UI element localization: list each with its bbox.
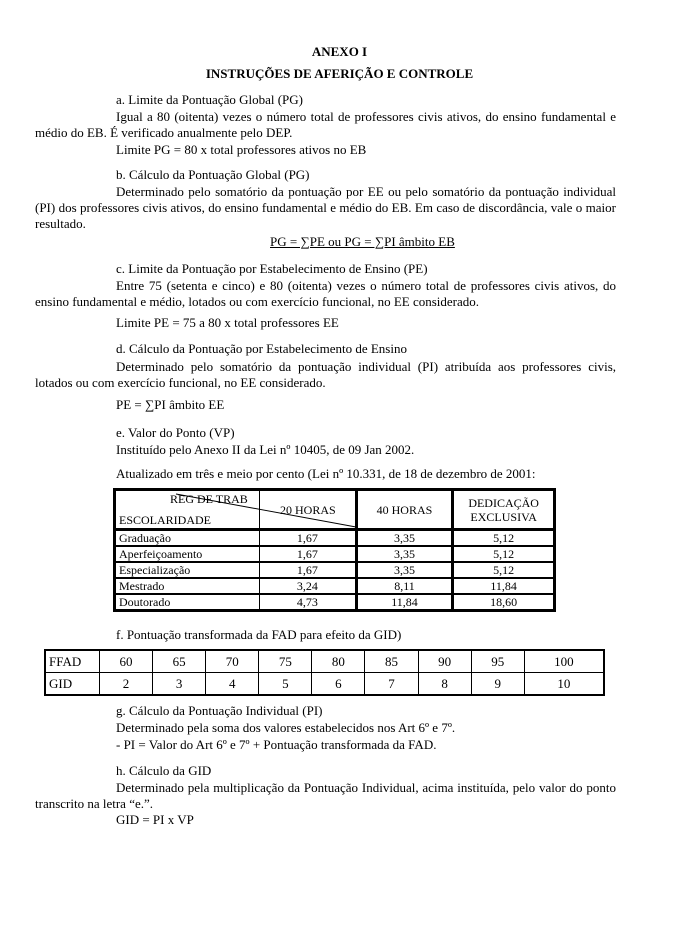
fad-value: 65	[153, 650, 206, 673]
gid-value: 8	[418, 673, 471, 696]
section-d-text: Determinado pelo somatório da pontuação individual (PI) atribuída aos professores civis, lotados ou com exercício funcional, no EE considerado.	[35, 359, 616, 390]
point-value: 11,84	[453, 578, 555, 594]
fad-value: 75	[259, 650, 312, 673]
section-b-formula: PG = ∑PE ou PG = ∑PI âmbito EB	[270, 234, 455, 249]
remuneration-row	[115, 562, 555, 578]
corner-cell	[115, 490, 260, 530]
section-g-text: Determinado pela soma dos valores estabelecidos nos Art 6º e 7º.	[116, 720, 456, 735]
gid-value: 6	[312, 673, 365, 696]
fad-label: FFAD	[45, 650, 100, 673]
gid-value: 10	[524, 673, 604, 696]
gid-value: 2	[100, 673, 153, 696]
point-value: 3,24	[259, 578, 356, 594]
section-f-heading: f. Pontuação transformada da FAD para efeito da GID)	[116, 627, 402, 642]
section-e-update: Atualizado em três e meio por cento (Lei nº 10.331, de 18 de dezembro de 2001:	[116, 466, 536, 481]
annex-label: ANEXO I	[311, 44, 368, 59]
gid-row	[45, 673, 604, 696]
corner-top-label: REG DE TRAB	[170, 492, 248, 506]
section-g-formula: - PI = Valor do Art 6º e 7º + Pontuação transformada da FAD.	[116, 737, 437, 752]
section-c-formula: Limite PE = 75 a 80 x total professores EE	[116, 315, 339, 330]
fad-gid-table	[44, 649, 605, 696]
section-a-heading: a. Limite da Pontuação Global (PG)	[116, 92, 304, 107]
column-dedicacao-exclusiva: DEDICAÇÃO EXCLUSIVA	[453, 490, 555, 530]
point-value: 3,35	[356, 562, 453, 578]
section-h-text: Determinado pela multiplicação da Pontuação Individual, acima instituída, pelo valor do ponto transcrito na letra “e.”.	[35, 780, 616, 811]
fad-value: 70	[206, 650, 259, 673]
point-value: 4,73	[259, 594, 356, 611]
education-level: Doutorado	[115, 594, 260, 611]
education-level: Mestrado	[115, 578, 260, 594]
section-e-text: Instituído pelo Anexo II da Lei nº 10405, de 09 Jan 2002.	[116, 442, 415, 457]
section-c-text: Entre 75 (setenta e cinco) e 80 (oitenta) vezes o número total de professores civis ativos, do ensino fundamental e médio, lotados ou com exercício funcional, no EE considerado.	[35, 278, 616, 309]
section-a-formula: Limite PG = 80 x total professores ativos no EB	[116, 142, 367, 157]
education-level: Especialização	[115, 562, 260, 578]
column-20-horas: 20 HORAS	[259, 490, 356, 530]
point-value: 11,84	[356, 594, 453, 611]
point-value: 1,67	[259, 562, 356, 578]
education-level: Aperfeiçoamento	[115, 546, 260, 562]
point-value: 5,12	[453, 562, 555, 578]
fad-row	[45, 650, 604, 673]
point-value: 1,67	[259, 530, 356, 547]
section-b-text: Determinado pelo somatório da pontuação por EE ou pelo somatório da pontuação individual (PI) dos professores civis ativos, do ensino fundamental e médio do EB. Em caso de discordância, vale o maior resultado.	[35, 184, 616, 231]
section-d-heading: d. Cálculo da Pontuação por Estabelecimento de Ensino	[116, 341, 407, 356]
remuneration-header-row	[115, 490, 555, 530]
remuneration-row	[115, 530, 555, 547]
point-value: 5,12	[453, 530, 555, 547]
remuneration-row	[115, 594, 555, 611]
point-value: 3,35	[356, 530, 453, 547]
gid-value: 9	[471, 673, 524, 696]
document-title: INSTRUÇÕES DE AFERIÇÃO E CONTROLE	[205, 66, 474, 81]
section-c-heading: c. Limite da Pontuação por Estabelecimento de Ensino (PE)	[116, 261, 428, 276]
remuneration-row	[115, 546, 555, 562]
fad-value: 90	[418, 650, 471, 673]
fad-value: 80	[312, 650, 365, 673]
point-value: 5,12	[453, 546, 555, 562]
fad-value: 100	[524, 650, 604, 673]
section-h-formula: GID = PI x VP	[116, 812, 194, 827]
section-h-heading: h. Cálculo da GID	[116, 763, 212, 778]
section-g-heading: g. Cálculo da Pontuação Individual (PI)	[116, 703, 323, 718]
section-e-heading: e. Valor do Ponto (VP)	[116, 425, 235, 440]
remuneration-table	[113, 488, 556, 612]
fad-value: 85	[365, 650, 418, 673]
column-40-horas: 40 HORAS	[356, 490, 453, 530]
fad-value: 60	[100, 650, 153, 673]
point-value: 8,11	[356, 578, 453, 594]
section-a-text: Igual a 80 (oitenta) vezes o número total de professores civis ativos, do ensino fundamental e médio do EB. É verificado anualmente pelo DEP.	[35, 109, 616, 140]
gid-value: 7	[365, 673, 418, 696]
corner-bottom-label: ESCOLARIDADE	[119, 513, 211, 527]
fad-value: 95	[471, 650, 524, 673]
gid-value: 3	[153, 673, 206, 696]
gid-label: GID	[45, 673, 100, 696]
section-d-formula: PE = ∑PI âmbito EE	[116, 397, 225, 412]
point-value: 1,67	[259, 546, 356, 562]
gid-value: 4	[206, 673, 259, 696]
gid-value: 5	[259, 673, 312, 696]
section-b-heading: b. Cálculo da Pontuação Global (PG)	[116, 167, 310, 182]
remuneration-row	[115, 578, 555, 594]
point-value: 18,60	[453, 594, 555, 611]
education-level: Graduação	[115, 530, 260, 547]
point-value: 3,35	[356, 546, 453, 562]
